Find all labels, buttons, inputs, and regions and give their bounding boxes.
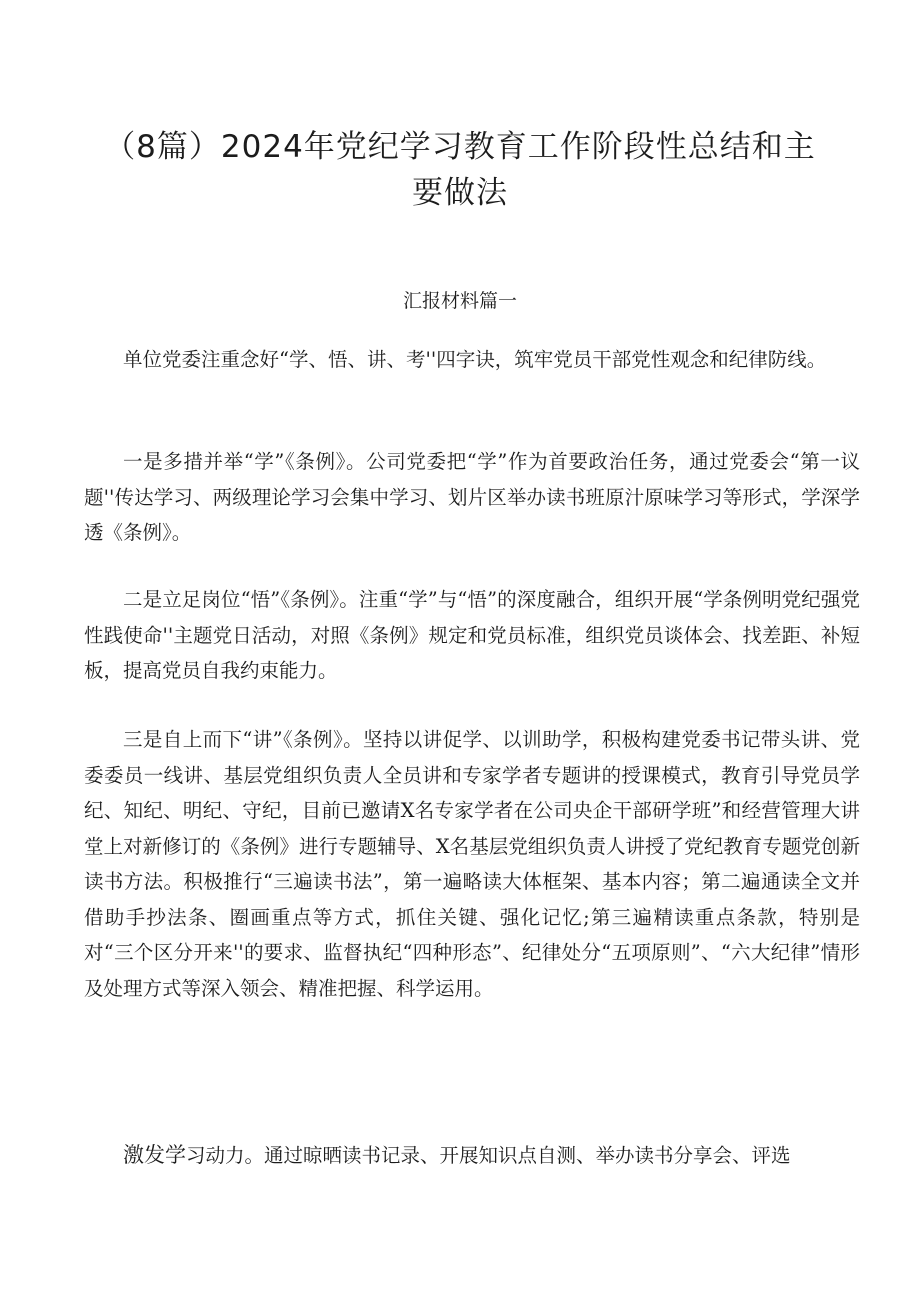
paragraph-text: 三是自上而下“讲”《条例》。坚持以讲促学、以训助学，积极构建党委书记带头讲、党委委员一线讲、基层党组织负责人全员讲和专家学者专题讲的授课模式，教育引导党员学纪、知纪、明纪、守纪，目前已邀请X名专家学者在公司央企干部研学班”和经营管理大讲堂上对新修订的《条例》进行专题辅导、X名基层党组织负责人讲授了党纪教育专题党创新读书方法。积极推行“三遍读书法”，第一遍略读大体框架、基本内容；第二遍通读全文并借助手抄法条、圈画重点等方式，抓住关键、强化记忆;第三遍精读重点条款，特别是对“三个区分开来''的要求、监督执纪“四种形态”、纪律处分“五项原则”、“六大纪律”情形及处理方式等深入领会、精准把握、科学运用。: [84, 728, 860, 1000]
section-subtitle: 汇报材料篇一: [402, 290, 517, 312]
document-title-line-2: 要做法: [412, 175, 508, 211]
paragraph-text: 单位党委注重念好“学、悟、讲、考''四字诀，筑牢党员干部党性观念和纪律防线。: [123, 348, 827, 371]
document-title-line-1: （8篇）2024年党纪学习教育工作阶段性总结和主: [104, 129, 816, 165]
paragraph-text: [84, 1138, 860, 1174]
paragraph-intro: [84, 342, 860, 378]
paragraph-text: 二是立足岗位“悟”《条例》。注重“学”与“悟”的深度融合，组织开展“学条例明党纪强党性践使命''主题党日活动，对照《条例》规定和党员标准，组织党员谈体会、找差距、补短板，提高党员自我约束能力。: [84, 588, 860, 682]
paragraph-motivation: [84, 1138, 860, 1174]
paragraph-understand: [84, 582, 860, 689]
paragraph-text: 一是多措并举“学”《条例》。公司党委把“学”作为首要政治任务，通过党委会“第一议题''传达学习、两级理论学习会集中学习、划片区举办读书班原汁原味学习等形式，学深学透《条例》。: [84, 450, 860, 544]
paragraph-rest: 习动力。通过晾晒读书记录、开展知识点自测、举办读书分享会、评选: [186, 1144, 791, 1167]
paragraph-lead: 激发学: [123, 1143, 186, 1167]
paragraph-study: [84, 444, 860, 551]
paragraph-lecture: [84, 722, 860, 1006]
